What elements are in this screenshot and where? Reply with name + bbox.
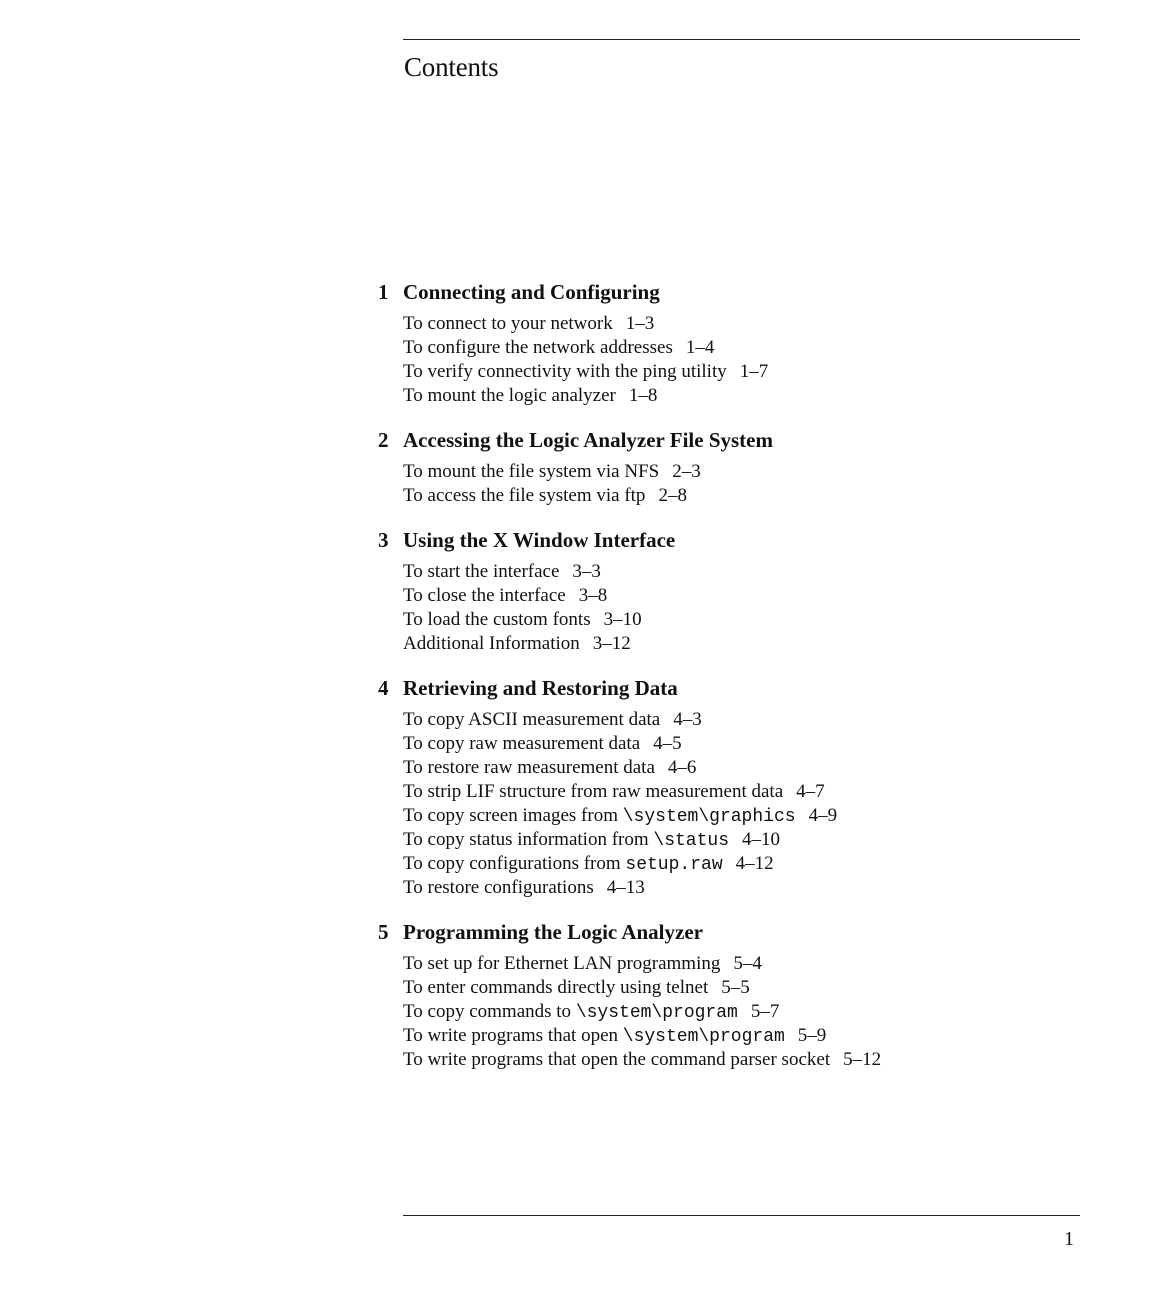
toc-entry[interactable] xyxy=(403,780,1123,804)
toc-entry-code: \system\graphics xyxy=(622,807,796,827)
toc-entry[interactable] xyxy=(403,632,1123,656)
toc-entry-page: 5–9 xyxy=(797,1025,827,1046)
toc-entry-text: To copy raw measurement data xyxy=(403,733,641,754)
toc-entry[interactable] xyxy=(403,336,1123,360)
toc-entry-page: 3–12 xyxy=(592,633,631,654)
toc-entry[interactable] xyxy=(403,828,1123,852)
chapter-title: Accessing the Logic Analyzer File System xyxy=(403,428,773,452)
chapter-heading[interactable] xyxy=(0,276,1152,308)
toc-entry-page: 5–4 xyxy=(733,953,762,974)
toc-entry-text: To mount the file system via NFS xyxy=(403,461,660,482)
toc-entry[interactable] xyxy=(403,584,1123,608)
toc-entry[interactable] xyxy=(403,1000,1123,1024)
toc-entry[interactable] xyxy=(403,1024,1123,1048)
toc-entry-text: To copy status information from xyxy=(403,829,649,850)
toc-entry-code: \system\program xyxy=(622,1027,785,1047)
toc-entry[interactable] xyxy=(403,708,1123,732)
chapter-number: 1 xyxy=(378,280,389,304)
chapter-number: 5 xyxy=(378,920,389,944)
toc-entry-page: 3–10 xyxy=(603,609,642,630)
chapter-section xyxy=(0,672,1152,900)
toc-entry-text: To copy ASCII measurement data xyxy=(403,709,661,730)
page-title: Contents xyxy=(404,52,499,82)
bottom-rule xyxy=(403,1215,1080,1216)
toc-entry-code: \system\program xyxy=(575,1003,738,1023)
toc-entry[interactable] xyxy=(403,804,1123,828)
chapter-title: Retrieving and Restoring Data xyxy=(403,676,678,700)
toc-entry[interactable] xyxy=(403,732,1123,756)
toc-entry-page: 1–8 xyxy=(628,385,658,406)
toc-entry-text: To copy screen images from xyxy=(403,805,618,826)
toc-entry-page: 4–9 xyxy=(808,805,838,826)
toc-entry-text: To start the interface xyxy=(403,561,560,582)
toc-entry-text: To write programs that open the command parser socket xyxy=(403,1049,831,1070)
toc-entry[interactable] xyxy=(403,976,1123,1000)
chapter-number: 4 xyxy=(378,676,389,700)
chapter-title: Connecting and Configuring xyxy=(403,280,660,304)
toc-entry-text: To verify connectivity with the ping utility xyxy=(403,361,727,382)
toc-entry-page: 4–3 xyxy=(673,709,702,730)
toc-entry[interactable] xyxy=(403,952,1123,976)
toc-entry-text: To load the custom fonts xyxy=(403,609,591,630)
toc-entry-text: To restore raw measurement data xyxy=(403,757,655,778)
toc-entry[interactable] xyxy=(403,852,1123,876)
toc-entry-page: 3–8 xyxy=(578,585,608,606)
toc-entry-text: To write programs that open xyxy=(403,1025,619,1046)
toc-entry-text: To copy commands to xyxy=(403,1001,572,1022)
page-number: 1 xyxy=(1064,1228,1074,1250)
chapter-section xyxy=(0,276,1152,408)
toc-entry-code: setup.raw xyxy=(625,855,723,875)
toc-entry-text: To restore configurations xyxy=(403,877,594,898)
chapter-heading[interactable] xyxy=(0,672,1152,704)
top-rule xyxy=(403,39,1080,40)
toc-entry[interactable] xyxy=(403,1048,1123,1072)
chapter-section xyxy=(0,424,1152,508)
toc-entry-page: 4–10 xyxy=(742,829,781,850)
toc-entry-page: 5–7 xyxy=(750,1001,780,1022)
chapter-entry-list xyxy=(0,948,1152,1072)
chapter-section xyxy=(0,524,1152,656)
toc-entry[interactable] xyxy=(403,608,1123,632)
table-of-contents xyxy=(0,276,1152,1072)
toc-entry-page: 2–8 xyxy=(658,485,687,506)
toc-entry-page: 4–12 xyxy=(735,853,774,874)
toc-entry-page: 2–3 xyxy=(672,461,701,482)
toc-entry-text: To enter commands directly using telnet xyxy=(403,977,709,998)
toc-entry-text: To access the file system via ftp xyxy=(403,485,646,506)
chapter-section xyxy=(0,916,1152,1072)
chapter-entry-list xyxy=(0,456,1152,508)
toc-entry-page: 5–5 xyxy=(721,977,750,998)
chapter-heading[interactable] xyxy=(0,916,1152,948)
chapter-heading[interactable] xyxy=(0,524,1152,556)
toc-entry-text: To strip LIF structure from raw measurement data xyxy=(403,781,784,802)
chapter-heading[interactable] xyxy=(0,424,1152,456)
toc-entry[interactable] xyxy=(403,384,1123,408)
toc-entry-text: To close the interface xyxy=(403,585,566,606)
toc-entry-page: 1–4 xyxy=(685,337,715,358)
toc-entry[interactable] xyxy=(403,484,1123,508)
chapter-title: Programming the Logic Analyzer xyxy=(403,920,703,944)
toc-entry-text: To configure the network addresses xyxy=(403,337,673,358)
chapter-title: Using the X Window Interface xyxy=(403,528,676,552)
toc-entry[interactable] xyxy=(403,756,1123,780)
toc-entry[interactable] xyxy=(403,560,1123,584)
toc-entry-page: 4–5 xyxy=(653,733,682,754)
chapter-number: 3 xyxy=(378,528,389,552)
toc-entry-text: To connect to your network xyxy=(403,313,613,334)
chapter-entry-list xyxy=(0,556,1152,656)
toc-entry-page: 3–3 xyxy=(572,561,601,582)
toc-entry-page: 4–6 xyxy=(667,757,697,778)
toc-entry[interactable] xyxy=(403,360,1123,384)
toc-entry-text: Additional Information xyxy=(403,633,580,654)
toc-entry-page: 4–13 xyxy=(606,877,645,898)
chapter-entry-list xyxy=(0,308,1152,408)
chapter-entry-list xyxy=(0,704,1152,900)
toc-entry[interactable] xyxy=(403,876,1123,900)
chapter-number: 2 xyxy=(378,428,389,452)
toc-entry-page: 5–12 xyxy=(843,1049,882,1070)
toc-entry-page: 1–7 xyxy=(739,361,769,382)
toc-entry-code: \status xyxy=(653,831,730,851)
toc-entry-text: To set up for Ethernet LAN programming xyxy=(403,953,721,974)
toc-entry-text: To copy configurations from xyxy=(403,853,621,874)
toc-entry-text: To mount the logic analyzer xyxy=(403,385,616,406)
toc-entry-page: 4–7 xyxy=(796,781,825,802)
toc-entry[interactable] xyxy=(403,460,1123,484)
toc-entry[interactable] xyxy=(403,312,1123,336)
toc-entry-page: 1–3 xyxy=(625,313,655,334)
